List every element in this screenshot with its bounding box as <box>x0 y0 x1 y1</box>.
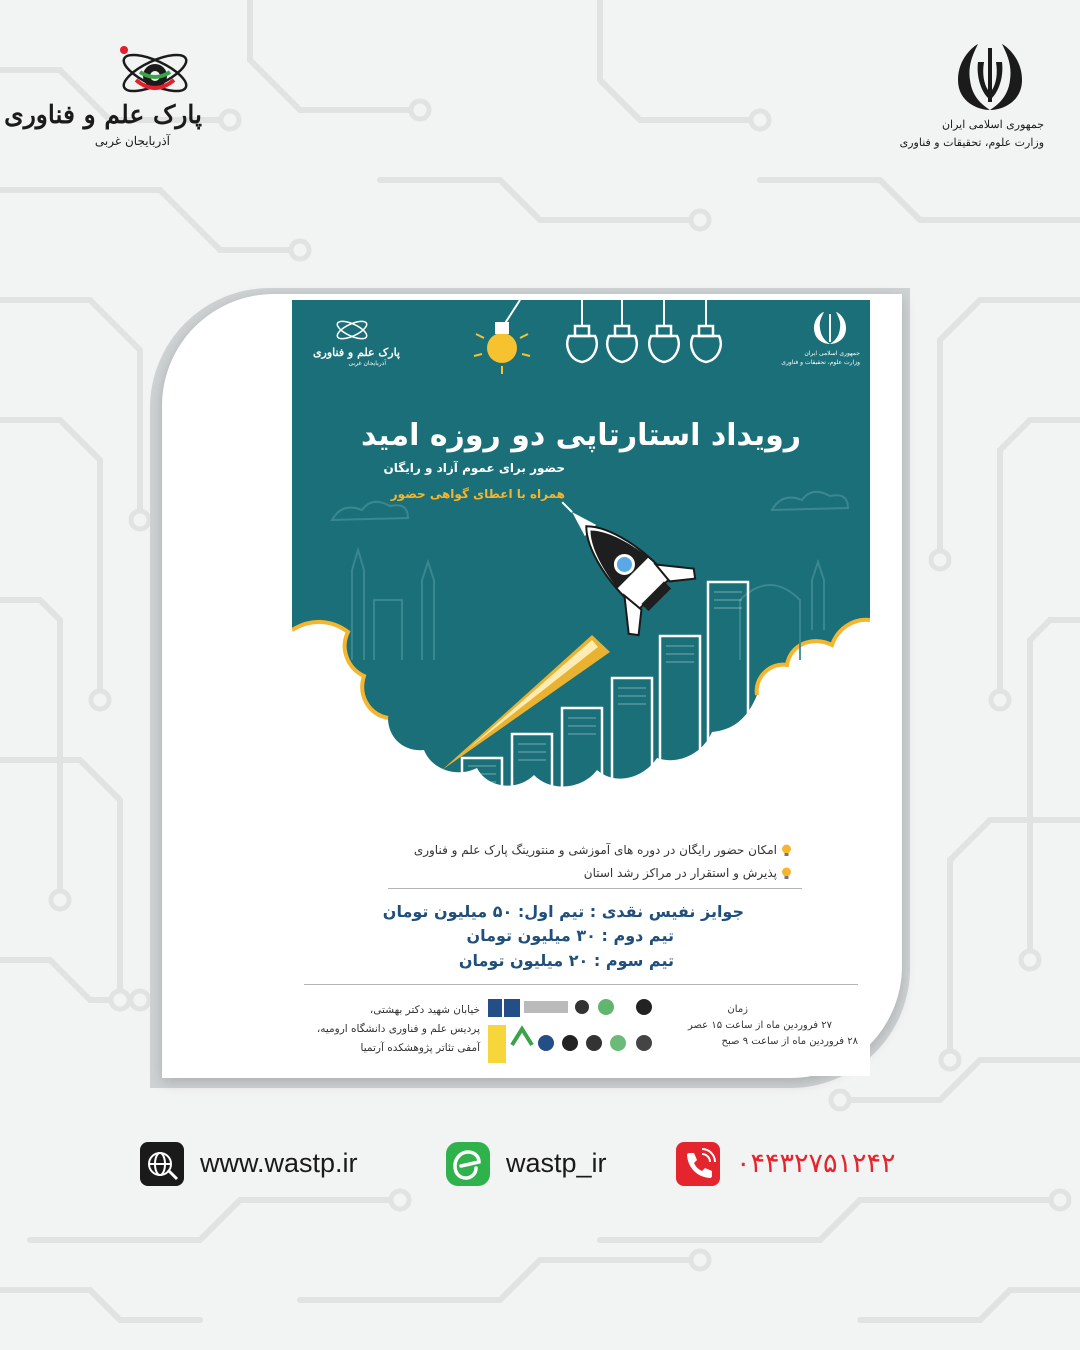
address-line-1: خیابان شهید دکتر بهشتی، <box>369 1004 480 1016</box>
partner-logos <box>484 995 670 1069</box>
time-line-1: ۲۷ فروردین ماه از ساعت ۱۵ عصر <box>687 1020 832 1031</box>
bullet-text-incubator: پذیرش و استقرار در مراکز رشد استان <box>583 866 777 880</box>
address-line-2: پردیس علم و فناوری دانشگاه ارومیه، <box>316 1023 480 1035</box>
prize-line-first: جوایز نفیس نقدی : تیم اول: ۵۰ میلیون تومان <box>382 902 744 921</box>
divider <box>388 888 802 889</box>
divider <box>304 984 858 985</box>
contact-social[interactable] <box>446 1140 646 1188</box>
ministry-line-2: وزارت علوم، تحقیقات و فناوری <box>899 136 1044 149</box>
poster-title: رویداد استارتاپی دو روزه امید <box>360 418 802 453</box>
address-line-3: آمفی تئاتر پژوهشکده آرتمیا <box>360 1042 480 1054</box>
iran-emblem-icon <box>928 40 1052 120</box>
poster-ministry-line-1: جمهوری اسلامی ایران <box>804 350 860 357</box>
phone-number-text: ۰۴۴۳۲۷۵۱۲۴۲ <box>736 1148 896 1178</box>
poster-subtitle-free-entry: حضور برای عموم آزاد و رایگان <box>383 461 565 475</box>
contact-website[interactable] <box>140 1140 410 1188</box>
time-label: زمان <box>727 1004 748 1015</box>
poster-park-subtitle: آذربایجان غربی <box>348 360 386 367</box>
prize-line-third: تیم سوم : ۲۰ میلیون تومان <box>458 951 674 970</box>
poster-subtitle-certificate: همراه با اعطای گواهی حضور <box>390 487 565 501</box>
bullet-item-training <box>414 843 792 857</box>
atom-gear-emblem-icon <box>110 38 200 108</box>
social-handle-text: wastp_ir <box>506 1148 607 1178</box>
park-logo-title: پارک علم و فناوری <box>4 100 202 129</box>
poster-illustration <box>292 300 870 820</box>
website-text: www.wastp.ir <box>200 1148 358 1178</box>
bullet-text-training: امکان حضور رایگان در دوره های آموزشی و منتورینگ پارک علم و فناوری <box>413 843 777 857</box>
ministry-logo <box>899 40 1052 155</box>
phone-icon <box>676 1142 720 1186</box>
time-line-2: ۲۸ فروردین ماه از ساعت ۹ صبح <box>721 1036 858 1047</box>
poster-park-title: پارک علم و فناوری <box>312 346 400 359</box>
globe-icon <box>140 1142 184 1186</box>
bulb-icon <box>781 867 792 880</box>
poster-ministry-line-2: وزارت علوم، تحقیقات و فناوری <box>781 359 860 366</box>
park-logo-subtitle: آذربایجان غربی <box>94 134 170 148</box>
eitaa-icon <box>446 1142 490 1186</box>
event-poster <box>292 300 870 1076</box>
poster-park-logo <box>308 320 400 368</box>
contact-phone[interactable] <box>676 1140 908 1188</box>
prize-line-second: تیم دوم : ۳۰ میلیون تومان <box>466 926 674 945</box>
park-logo <box>4 38 210 156</box>
ministry-line-1: جمهوری اسلامی ایران <box>941 118 1044 131</box>
bullet-item-incubator <box>584 866 792 880</box>
bulb-icon <box>781 844 792 857</box>
poster-ministry-logo <box>781 314 860 370</box>
